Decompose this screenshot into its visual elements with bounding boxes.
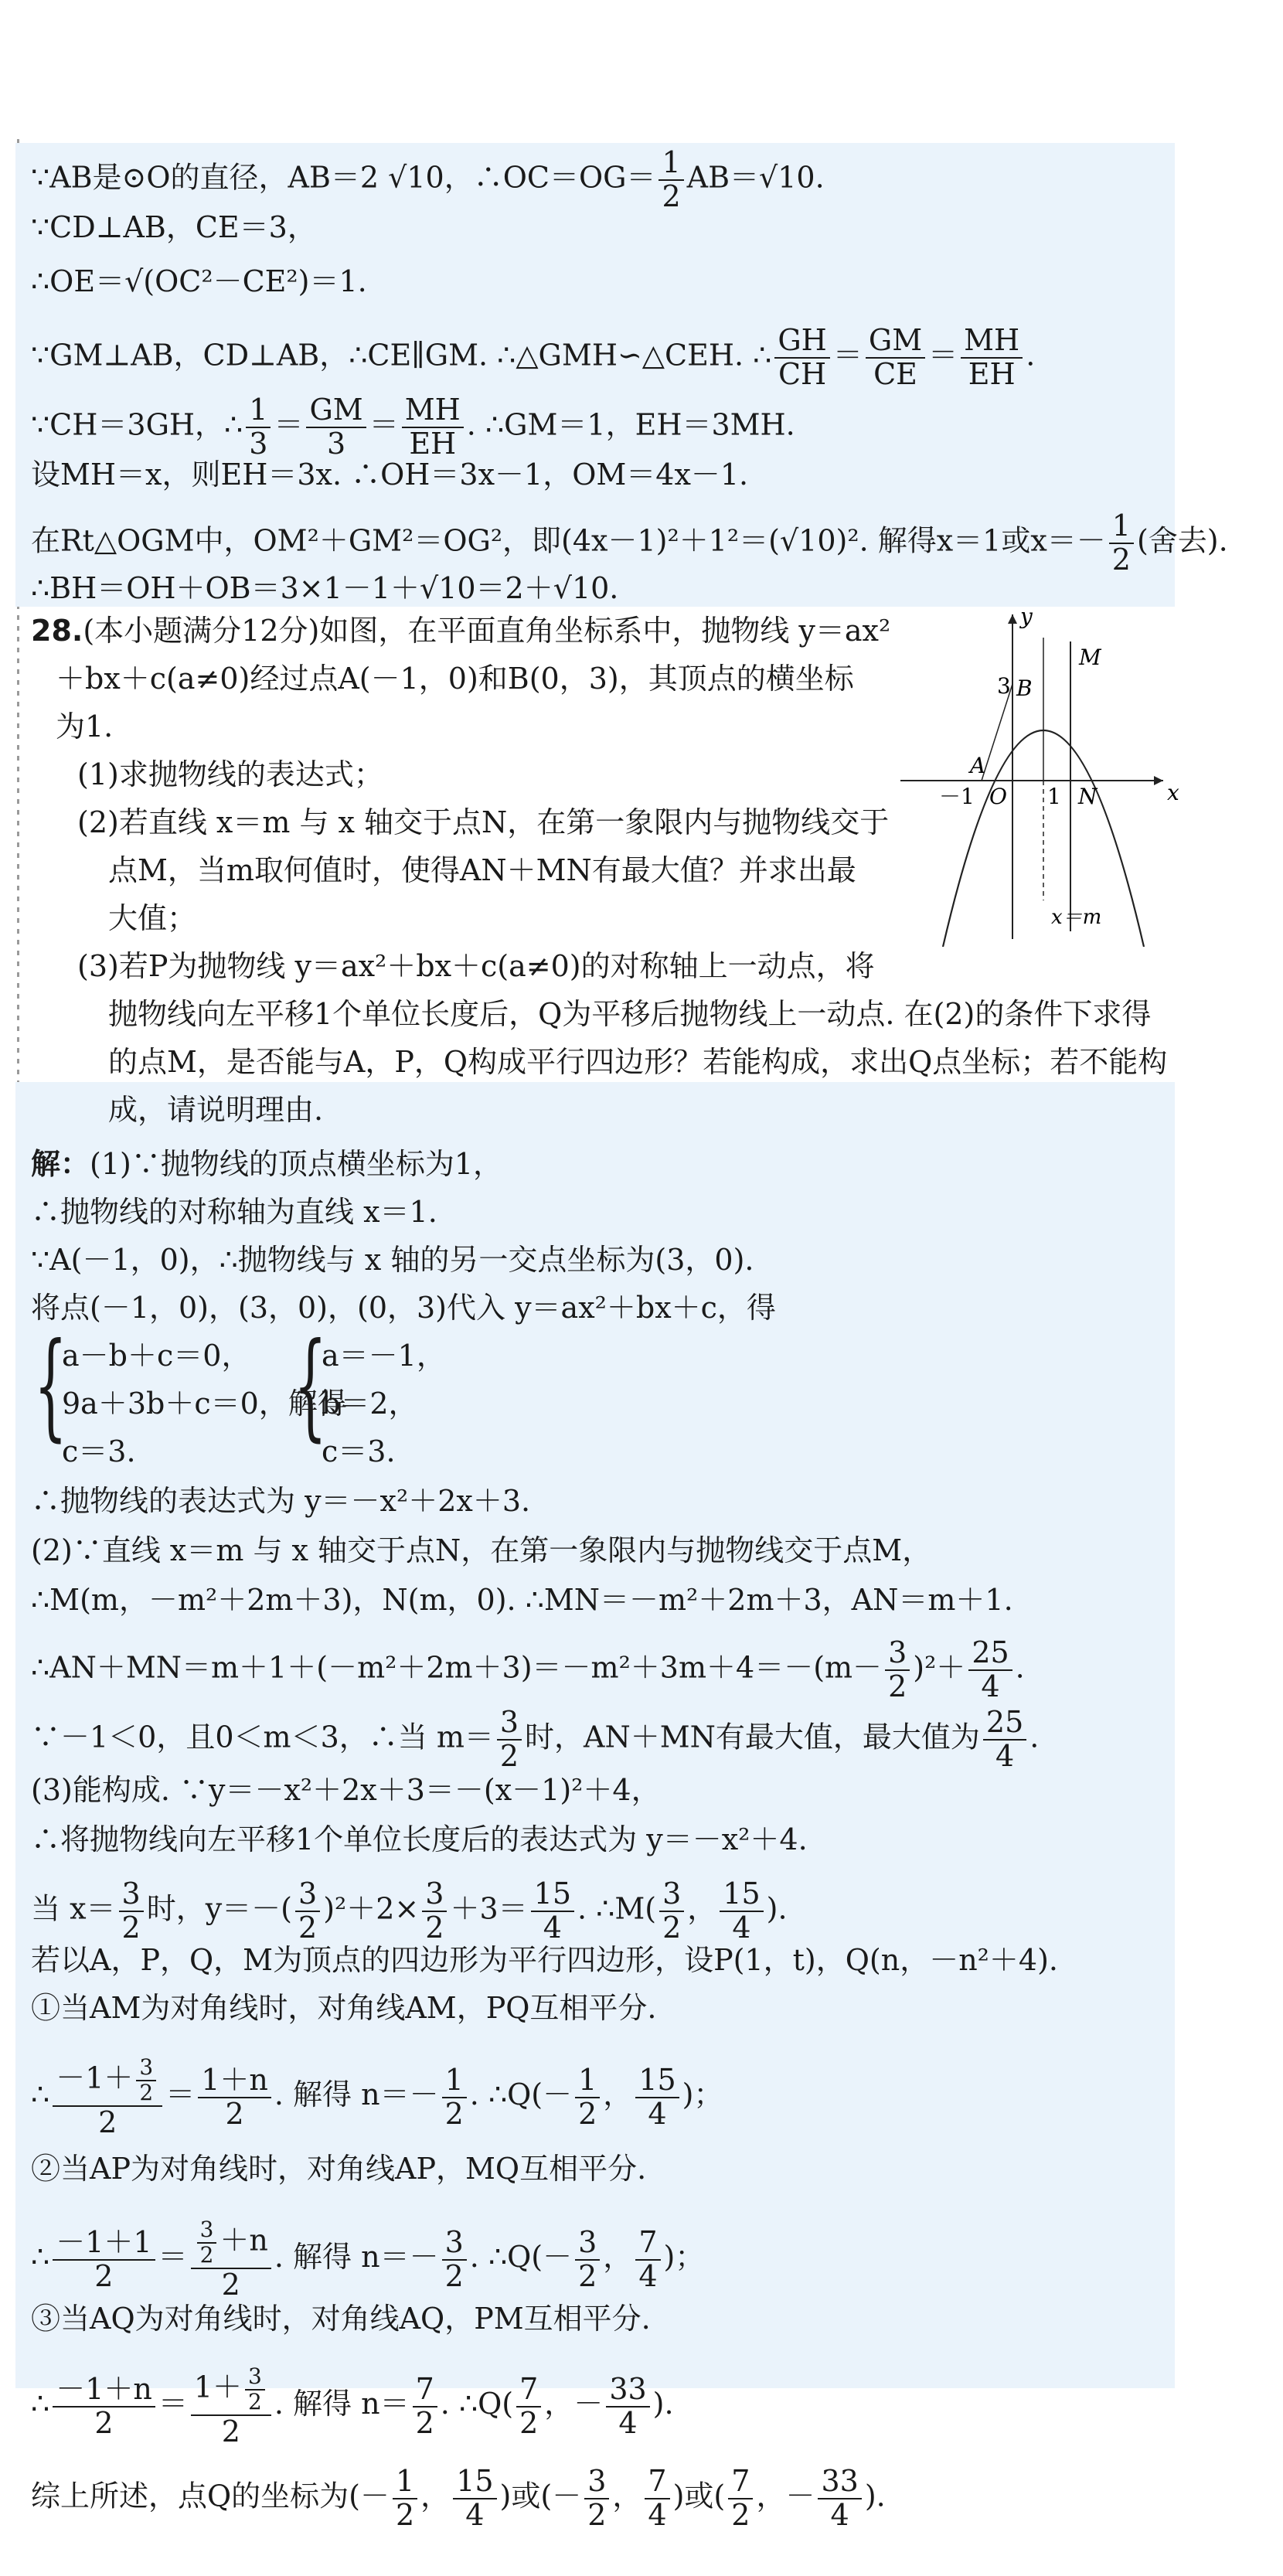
solution-part-2-line-4: ∵－1＜0，且0＜m＜3，∴当 m＝ $\frac{3}{2}$ 时，AN＋MN有最大值，最大值为 $\frac{25}{4}$ . — [31, 1705, 1040, 1773]
label-y: y — [1020, 607, 1033, 629]
prev-line-4: ∵GM⊥AB，CD⊥AB，∴CE∥GM. ∴△GMH∽△CEH. ∴ $\frac{GH}{CH}$ ＝ $\frac{GM}{CE}$ ＝ $\frac{MH}{EH}$ . — [31, 323, 1036, 391]
final-conclusion: 综上所述，点Q的坐标为(－ $\frac{1}{2}$ ， $\frac{15}{4}$ )或(－ $\frac{3}{2}$ ， $\frac{7}{4}$ )或( $\frac{7}{2}$ ，－ $\frac{33}{4}$ ). — [31, 2464, 886, 2532]
question-stem-line-1: 28.(本小题满分12分)如图，在平面直角坐标系中，抛物线 y＝ax² — [31, 614, 891, 648]
label-m: M — [1079, 645, 1101, 670]
case-2-equation: ∴ $\frac{-1+1}{2}$ ＝ $\frac{3}{2}$ ＋n 2 . 解得 n＝－ $\frac{3}{2}$ . ∴Q(－ $\frac{3}{2}$ ， $\frac{7}{4}$ )； — [31, 2217, 705, 2302]
prev-line-5: ∵CH＝3GH，∴ $\frac{1}{3}$ ＝ $\frac{GM}{3}$ ＝ $\frac{MH}{EH}$ . ∴GM＝1，EH＝3MH. — [31, 393, 795, 461]
label-1: 1 — [1047, 784, 1061, 809]
solution-part-1-line-1: 解：(1)∵抛物线的顶点横坐标为1， — [31, 1146, 503, 1181]
y-axis-arrow — [1008, 614, 1017, 624]
label-o: O — [989, 784, 1007, 809]
prev-line-3: ∴OE＝√(OC²－CE²)＝1. — [31, 264, 367, 298]
solution-part-1-line-3: ∵A(－1，0)，∴抛物线与 x 轴的另一交点坐标为(3，0). — [31, 1243, 754, 1277]
question-part-3-line-2: 抛物线向左平移1个单位长度后，Q为平移后抛物线上一动点. 在(2)的条件下求得 — [108, 997, 1152, 1031]
prev-line-8: ∴BH＝OH＋OB＝3×1－1＋√10＝2＋√10. — [31, 571, 619, 605]
label-x: x — [1167, 780, 1179, 805]
question-part-2-line-2: 点M，当m取何值时，使得AN＋MN有最大值？并求出最 — [108, 853, 856, 887]
case-3-equation: ∴ $\frac{-1+n}{2}$ ＝ 1＋ $\frac{3}{2}$ 2 . 解得 n＝ $\frac{7}{2}$ . ∴Q( $\frac{7}{2}$ ，－ $\frac{33}{4}$ ). — [31, 2363, 674, 2448]
parabola-figure — [897, 607, 1190, 947]
solution-part-3-line-3: 当 x＝ $\frac{3}{2}$ 时，y＝－( $\frac{3}{2}$ )²＋2× $\frac{3}{2}$ ＋3＝ $\frac{15}{4}$ . ∴M( $\frac{3}{2}$ ， $\frac{15}{4}$ ). — [31, 1877, 788, 1945]
case-1-heading: ①当AM为对角线时，对角线AM，PQ互相平分. — [31, 1991, 657, 2025]
question-part-3-line-3: 的点M，是否能与A，P，Q构成平行四边形？若能构成，求出Q点坐标；若不能构 — [108, 1045, 1168, 1079]
label-neg1: －1 — [939, 784, 975, 809]
question-part-2-line-1: (2)若直线 x＝m 与 x 轴交于点N，在第一象限内与抛物线交于 — [77, 805, 890, 839]
label-x-eq-m: x＝m — [1051, 906, 1102, 929]
question-part-1: (1)求抛物线的表达式； — [77, 757, 383, 791]
solution-part-2-line-1: (2)∵直线 x＝m 与 x 轴交于点N，在第一象限内与抛物线交于点M， — [31, 1533, 932, 1567]
result-c: c＝3. — [322, 1434, 396, 1468]
solution-part-2-line-3: ∴AN＋MN＝m＋1＋(－m²＋2m＋3)＝－m²＋3m＋4＝－(m－ $\frac{3}{2}$ )²＋ $\frac{25}{4}$ . — [31, 1635, 1025, 1703]
solution-part-3-line-1: (3)能构成. ∵y＝－x²＋2x＋3＝－(x－1)²＋4， — [31, 1773, 661, 1807]
system-eq-3: c＝3. — [62, 1434, 136, 1468]
fraction: $\frac{1}{2}$ — [659, 147, 683, 213]
label-n: N — [1078, 784, 1098, 809]
solution-part-1-line-4: 将点(－1，0)，(3，0)，(0，3)代入 y＝ax²＋bx＋c，得 — [31, 1291, 776, 1325]
system-eq-1: a－b＋c＝0， — [62, 1339, 251, 1373]
solution-part-1-line-2: ∴抛物线的对称轴为直线 x＝1. — [31, 1195, 437, 1229]
question-stem-line-2: ＋bx＋c(a≠0)经过点A(－1，0)和B(0，3)，其顶点的横坐标 — [56, 662, 854, 696]
prev-line-1: ∵AB是⊙O的直径，AB＝2 √10，∴OC＝OG＝ $\frac{1}{2}$ AB＝√10. — [31, 145, 825, 213]
prev-line-7: 在Rt△OGM中，OM²＋GM²＝OG²，即(4x－1)²＋1²＝(√10)². 解得x＝1或x＝－ $\frac{1}{2}$ (舍去). — [31, 509, 1228, 577]
label-b: B — [1016, 675, 1033, 701]
result-a: a＝－1， — [322, 1339, 446, 1373]
question-part-2-line-3: 大值； — [108, 901, 197, 935]
label-a: A — [970, 753, 986, 778]
case-2-heading: ②当AP为对角线时，对角线AP，MQ互相平分. — [31, 2152, 647, 2186]
question-stem-line-3: 为1. — [56, 710, 114, 744]
system-eq-2: 9a＋3b＋c＝0，解得 — [62, 1387, 347, 1421]
solution-part-2-line-2: ∴M(m，－m²＋2m＋3)，N(m，0). ∴MN＝－m²＋2m＋3，AN＝m＋1. — [31, 1583, 1013, 1617]
result-b: b＝2， — [322, 1387, 418, 1421]
prev-line-6: 设MH＝x，则EH＝3x. ∴OH＝3x－1，OM＝4x－1. — [31, 458, 749, 492]
solution-part-3-line-4: 若以A，P，Q，M为顶点的四边形为平行四边形，设P(1，t)，Q(n，－n²＋4). — [31, 1943, 1058, 1977]
prev-line-2: ∵CD⊥AB，CE＝3， — [31, 210, 317, 244]
question-number: 28. — [31, 614, 83, 648]
case-1-equation: ∴ －1＋ $\frac{3}{2}$ 2 ＝ $\frac{1+n}{2}$ . 解得 n＝－ $\frac{1}{2}$ . ∴Q(－ $\frac{1}{2}$ ， $\frac{15}{4}$ )； — [31, 2054, 723, 2139]
question-part-3-line-1: (3)若P为抛物线 y＝ax²＋bx＋c(a≠0)的对称轴上一动点，将 — [77, 949, 875, 983]
question-part-3-line-4: 成，请说明理由. — [108, 1093, 324, 1127]
case-3-heading: ③当AQ为对角线时，对角线AQ，PM互相平分. — [31, 2302, 651, 2336]
label-3: 3 — [997, 673, 1011, 699]
solution-part-3-line-2: ∴将抛物线向左平移1个单位长度后的表达式为 y＝－x²＋4. — [31, 1822, 808, 1856]
x-axis-arrow — [1154, 776, 1163, 785]
solution-part-1-conclusion: ∴抛物线的表达式为 y＝－x²＋2x＋3. — [31, 1484, 531, 1518]
